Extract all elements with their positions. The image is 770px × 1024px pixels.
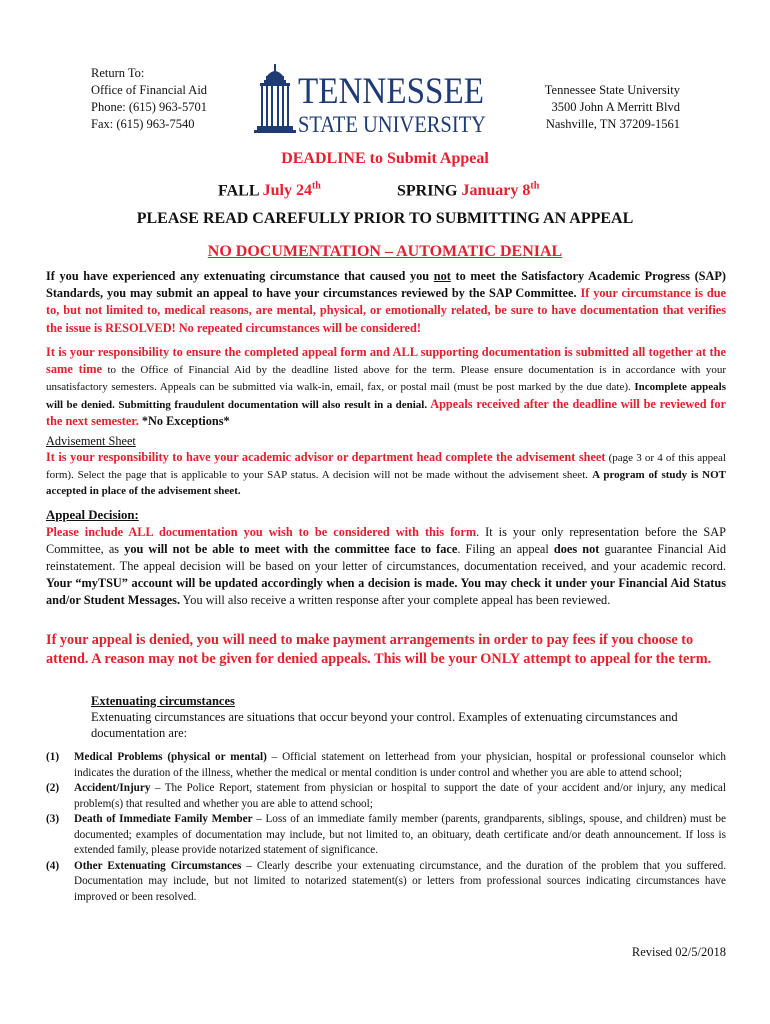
address-name: Tennessee State University [544, 83, 680, 97]
return-fax: Fax: (615) 963-7540 [91, 117, 195, 131]
logo-line1: TENNESSEE [298, 71, 484, 112]
circumstances-list [46, 750, 726, 905]
address-city: Nashville, TN 37209-1561 [545, 117, 680, 131]
spring-deadline [397, 181, 539, 200]
fall-deadline [218, 181, 321, 200]
list-item: (2) Accident/Injury – The Police Report, statement from physician or hospital to support the date of your accident and/or injury, any medical problem(s) that resulted and whether you are able to attend school; [46, 782, 726, 810]
university-address [500, 82, 680, 133]
appeal-decision-heading: Appeal Decision: [46, 508, 139, 522]
advisement-text: It is your responsibility to have your academic advisor or department head complete the advisement sheet (page 3 or 4 of this appeal form). Select the page that is applicable to your SAP status. A decision will not be made without the advisement sheet. A program of study is NOT accepted in place of the advisement sheet. [46, 449, 726, 498]
intro-paragraph: If you have experienced any extenuating circumstance that caused you not to meet the Satisfactory Academic Progress (SAP) Standards, you may submit an appeal to have your circumstances reviewed by the SAP Committee. If your circumstance is due to, but not limited to, medical reasons, are mental, physical, or emotionally related, be sure to have documentation that verifies the issue is RESOLVED! No repeated circumstances will be considered! [46, 269, 727, 335]
list-item: (3) Death of Immediate Family Member – Loss of an immediate family member (parents, grandparents, siblings, spouse, and children) must be documented; examples of documentation may include, but not limited to, an obituary, death certificate and/or death announcement. If loss is extended family, please provide notarized statement of significance. [46, 813, 726, 856]
address-street: 3500 John A Merritt Blvd [551, 100, 680, 114]
list-item: (1) Medical Problems (physical or mental) – Official statement on letterhead from your physician, hospital or professional counselor which indicates the duration of the illness, whether the medical or mental condition is under control and whether you are able to attend school; [46, 751, 726, 779]
spring-label: SPRING [397, 182, 458, 200]
denied-notice: If your appeal is denied, you will need to make payment arrangements in order to pay fees if you choose to attend. A reason may not be given for denied appeals. This will be your ONLY attempt to appeal for the term. [46, 632, 712, 667]
tsu-logo [254, 62, 490, 134]
list-item: (4) Other Extenuating Circumstances – Clearly describe your extenuating circumstance, and the duration of the problem that you suffered. Documentation may include, but not limited to notarized statement(s) or letters from professional sources indicating circumstances have improved or been resolved. [46, 859, 726, 903]
return-to-block [91, 65, 207, 133]
extenuating-text: Extenuating circumstances are situations that occur beyond your control. Examples of extenuating circumstances and documentation are: [91, 710, 678, 740]
return-phone: Phone: (615) 963-5701 [91, 100, 207, 114]
logo-line2: STATE UNIVERSITY [298, 112, 487, 134]
return-to-label: Return To: [91, 66, 145, 80]
please-read-heading: PLEASE READ CAREFULLY PRIOR TO SUBMITTING AN APPEAL [136, 210, 634, 227]
no-documentation-heading: NO DOCUMENTATION – AUTOMATIC DENIAL [207, 243, 563, 260]
revised-date: Revised 02/5/2018 [631, 945, 726, 959]
appeal-decision-paragraph: Please include ALL documentation you wish to be considered with this form. It is your only representation before the SAP Committee, as you will not be able to meet with the committee face to face. Filing an appeal does not guarantee Financial Aid reinstatement. The appeal decision will be based on your letter of circumstances, documentation received, and your academic record. Your “myTSU” account will be updated accordingly when a decision is made. You may check it under your Financial Aid Status and/or Student Messages. You will also receive a written response after your complete appeal has been reviewed. [46, 525, 726, 608]
deadline-title: DEADLINE to Submit Appeal [281, 150, 489, 167]
spring-date: January 8th [461, 181, 540, 200]
extenuating-section [91, 693, 726, 741]
return-office: Office of Financial Aid [91, 83, 208, 97]
advisement-section [46, 434, 726, 500]
extenuating-heading: Extenuating circumstances [91, 694, 235, 708]
advisement-heading: Advisement Sheet [46, 434, 136, 448]
fall-label: FALL [218, 182, 259, 200]
responsibility-paragraph: It is your responsibility to ensure the completed appeal form and ALL supporting documentation is submitted all together at the same time to the Office of Financial Aid by the deadline listed above for the term. Please ensure documentation is in accordance with your unsatisfactory semesters. Appeals can be submitted via walk-in, email, fax, or postal mail (must be post marked by the due date). Incomplete appeals will be denied. Submitting fraudulent documentation will also result in a denial. Appeals received after the deadline will be reviewed for the next semester. *No Exceptions* [46, 345, 727, 429]
fall-date: July 24th [262, 181, 321, 200]
university-building-icon [254, 62, 490, 134]
